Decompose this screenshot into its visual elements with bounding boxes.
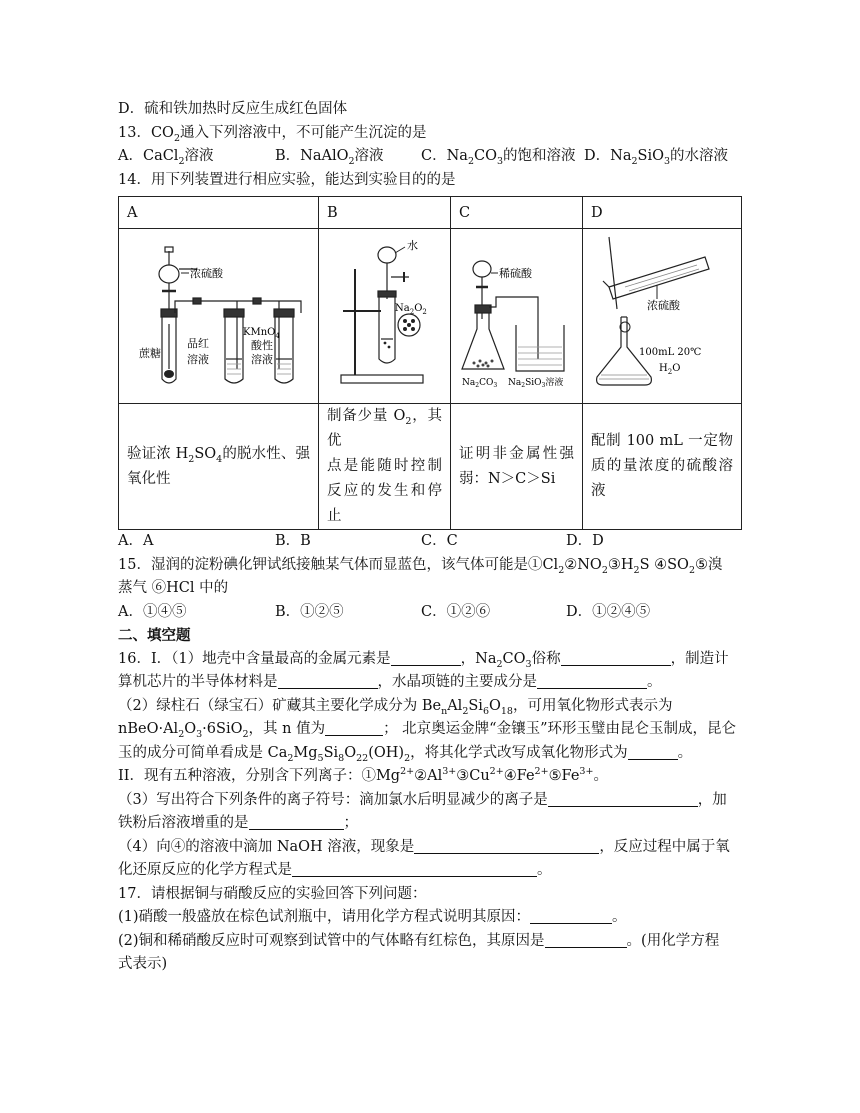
- answer-blank[interactable]: [292, 860, 537, 877]
- document-page: [118, 98, 742, 977]
- answer-blank[interactable]: [249, 813, 344, 830]
- q14-stem: 14．用下列装置进行相应实验，能达到实验目的的是: [118, 171, 456, 188]
- q14-options: [118, 530, 742, 554]
- q14-header-d: D: [583, 197, 742, 229]
- label-pinhong-solution: 溶液: [186, 353, 209, 366]
- answer-blank[interactable]: [530, 907, 612, 924]
- label-water: 水: [406, 239, 418, 252]
- q13-stem: 13．$CO_2$通入下列溶液中，不可能产生沉淀的是: [118, 124, 427, 144]
- label-kmno4: KMnO$_4$: [242, 327, 280, 340]
- label-conc-sulfuric-acid-a: 浓硫酸: [189, 267, 223, 280]
- q16-line8: 铁粉后溶液增重的是 ；: [118, 815, 358, 831]
- label-volumetric-flask: 100mL 20℃: [639, 347, 702, 358]
- q16-line10: 化还原反应的化学方程式是 。: [118, 862, 552, 878]
- q15-option-c: C．①②⑥: [421, 603, 491, 620]
- q17-line4: 式表示): [118, 956, 168, 972]
- q15-stem-line1: 15．湿润的淀粉碘化钾试纸接触某气体而显蓝色，该气体可能是$①Cl_2②NO_2③H_2S$ $④SO_2⑤$溴: [118, 556, 723, 576]
- q16-line4: $nBeO\cdot Al_2O_3\cdot 6SiO_2$，其 n 值为 ； 北京奥运金牌“金镶玉”环形玉璧由昆仑玉制成，昆仑: [118, 721, 737, 740]
- q17-line2: (1)硝酸一般盛放在棕色试剂瓶中，请用化学方程式说明其原因： 。: [118, 909, 627, 925]
- q17-line1: 17．请根据铜与硝酸反应的实验回答下列问题：: [118, 885, 427, 902]
- q13-option-b: B．NaAlO$_2$溶液: [275, 148, 384, 167]
- q15-options: [118, 601, 742, 625]
- apparatus-c-image: [451, 229, 583, 404]
- q14-header-c: C: [451, 197, 583, 229]
- answer-blank[interactable]: [561, 649, 671, 666]
- answer-blank[interactable]: [537, 672, 647, 689]
- q14-header-a: A: [119, 197, 319, 229]
- q14-desc-b: 制备少量 $O_2$，其优 点是能随时控制 反应的发生和停 止: [319, 404, 451, 530]
- answer-blank[interactable]: [278, 672, 378, 689]
- answer-blank[interactable]: [325, 719, 383, 736]
- q13-option-c: C．$Na_2CO_3$的饱和溶液: [421, 148, 576, 167]
- answer-blank[interactable]: [414, 837, 599, 854]
- label-na2co3: $Na_2CO_3$: [461, 378, 497, 389]
- q16-line1: 16．I．（1）地壳中含量最高的金属元素是 ，$Na_2CO_3$俗称 ，制造计: [118, 650, 729, 670]
- label-na2sio3-solution: $Na_2SiO_3$溶液: [507, 378, 563, 389]
- label-acidic: 酸性: [250, 339, 273, 352]
- q16-line2: 算机芯片的半导体材料是 ，水晶项链的主要成分是 。: [118, 674, 662, 690]
- q12-option-d: D．硫和铁加热时反应生成红色固体: [118, 101, 348, 117]
- answer-blank[interactable]: [545, 931, 627, 948]
- q16-line7: （3）写出符合下列条件的离子符号：滴加氯水后明显减少的离子是 ，加: [118, 791, 727, 808]
- q16-line6: II．现有五种溶液，分别含下列离子：$①Mg^{2+}②Al^{3+}③Cu^{2+}④Fe^{2+}⑤Fe^{3+}$。: [118, 766, 608, 784]
- q14-option-d: D．D: [566, 533, 604, 549]
- q14-desc-c: 证明非金属性强 弱：N＞C＞Si: [451, 404, 583, 530]
- q15-option-a: A．①④⑤: [118, 603, 187, 620]
- q14-header-b: B: [319, 197, 451, 229]
- q15-option-d: D．①②④⑤: [566, 603, 651, 620]
- apparatus-b-image: [319, 229, 451, 404]
- answer-blank[interactable]: [391, 649, 461, 666]
- label-dilute-sulfuric-acid: 稀硫酸: [498, 267, 532, 280]
- section-heading: 二、填空题: [118, 627, 191, 644]
- q16-line5: 玉的成分可简单看成是 $Ca_2Mg_5Si_8O_{22}(OH)_2$，将其化学式改写成氧化物形式为 。: [118, 744, 693, 764]
- label-sucrose: 蔗糖: [138, 347, 161, 360]
- q16-line9: （4）向④的溶液中滴加 NaOH 溶液，现象是 ，反应过程中属于氧: [118, 838, 730, 855]
- q13-options: [118, 145, 742, 169]
- q14-option-a: A．A: [118, 533, 154, 549]
- apparatus-d-image: [583, 229, 742, 404]
- label-pinhong: 品红: [186, 337, 209, 350]
- q14-desc-a: 验证浓 $H_2SO_4$的脱水性、强 氧化性: [119, 404, 319, 530]
- apparatus-a-image: [119, 229, 319, 404]
- q14-option-c: C．C: [421, 533, 458, 549]
- label-na2o2: $Na_2O_2$: [394, 303, 427, 316]
- q14-desc-d: 配制 100 mL 一定物 质的量浓度的硫酸溶 液: [583, 404, 742, 530]
- label-kmno4-solution: 溶液: [250, 353, 273, 366]
- q15-option-b: B．①②⑤: [275, 603, 344, 620]
- q13-option-a: A．CaCl$_2$溶液: [118, 148, 214, 167]
- q16-line3: （2）绿柱石（绿宝石）矿藏其主要化学成分为 $Be_nAl_2Si_6O_{18}$，可用氧化物形式表示为: [118, 697, 673, 717]
- label-water-d: $H_2O$: [659, 363, 681, 376]
- q14-option-b: B．B: [275, 533, 311, 549]
- q17-line3: (2)铜和稀硝酸反应时可观察到试管中的气体略有红棕色，其原因是 。(用化学方程: [118, 932, 720, 949]
- q14-table: [118, 196, 742, 530]
- q13-option-d: D．$Na_2SiO_3$的水溶液: [584, 148, 729, 167]
- answer-blank[interactable]: [548, 790, 698, 807]
- q15-stem-line2: 蒸气 ⑥HCl 中的: [118, 580, 229, 596]
- answer-blank[interactable]: [628, 743, 678, 760]
- label-conc-sulfuric-acid-d: 浓硫酸: [647, 299, 680, 312]
